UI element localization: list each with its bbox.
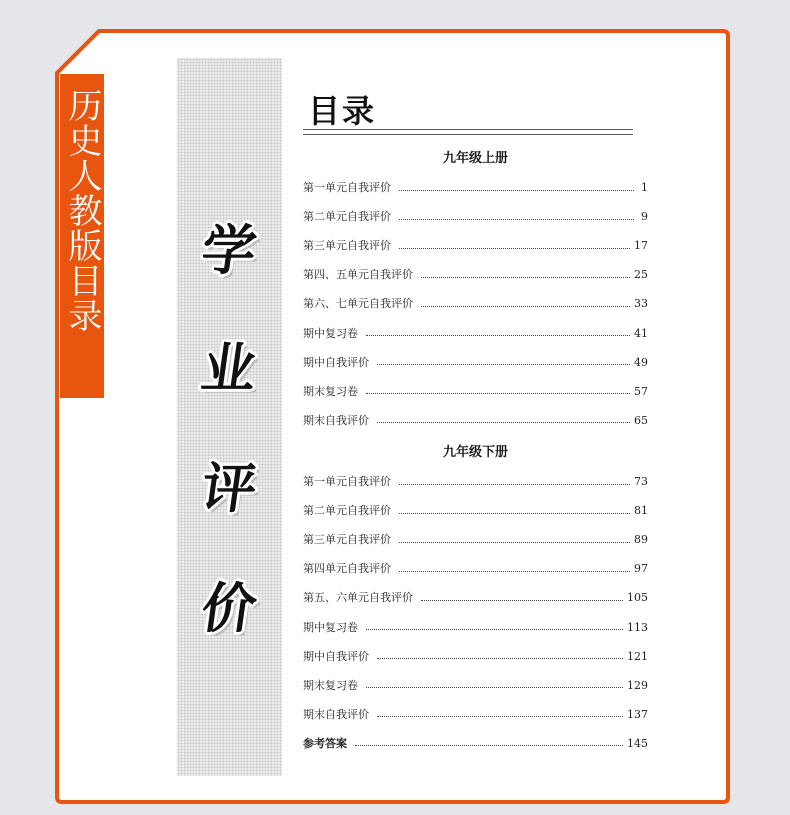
strip-char: 业 <box>197 336 261 400</box>
toc-leader-dots <box>399 534 630 543</box>
toc-entry-page: 81 <box>634 504 648 518</box>
strip-char: 学 <box>197 218 261 282</box>
toc-entry-page: 73 <box>634 475 648 488</box>
toc-entry-label: 第四单元自我评价 <box>303 562 391 576</box>
toc-entry-label: 第一单元自我评价 <box>303 181 391 194</box>
toc-entry[interactable] <box>303 266 648 282</box>
strip-char: 评 <box>197 456 261 520</box>
strip-char: 价 <box>197 576 261 640</box>
toc-entry-label: 期中复习卷 <box>303 326 358 340</box>
toc-leader-dots <box>399 505 630 514</box>
toc-entry-page: 129 <box>627 678 648 692</box>
toc-leader-dots <box>377 708 623 717</box>
toc-leader-dots <box>399 476 630 485</box>
toc-entry-label: 第六、七单元自我评价 <box>303 297 413 311</box>
toc-entry-page: 137 <box>627 707 648 721</box>
side-tab <box>60 74 104 398</box>
toc-entry[interactable] <box>303 412 648 428</box>
section-title: 九年级上册 <box>442 151 508 166</box>
toc-entry-page: 97 <box>634 562 648 576</box>
toc-entry-page: 25 <box>634 268 648 282</box>
toc-entry-label: 第二单元自我评价 <box>303 504 391 518</box>
page-title: 目录 <box>308 92 377 130</box>
toc-entry[interactable] <box>303 383 648 399</box>
title-divider <box>303 129 633 135</box>
toc-entry-page: 41 <box>634 326 648 340</box>
toc-leader-dots <box>399 182 634 191</box>
toc-entry-page: 57 <box>634 384 648 398</box>
toc-entry[interactable] <box>303 560 648 576</box>
section-title: 九年级下册 <box>442 445 508 460</box>
toc-entry[interactable] <box>303 502 648 518</box>
toc-entry-page: 89 <box>634 533 648 547</box>
toc-leader-dots <box>421 298 630 307</box>
toc-entry-label: 第一单元自我评价 <box>303 475 391 488</box>
toc-entry-label: 第四、五单元自我评价 <box>303 268 413 282</box>
toc-entry[interactable] <box>303 619 648 635</box>
toc-entry[interactable] <box>303 325 648 341</box>
toc-entry-label: 第三单元自我评价 <box>303 533 391 547</box>
toc-entry-label: 期中自我评价 <box>303 649 369 663</box>
toc-entry-page: 1 <box>641 181 648 194</box>
toc-entry[interactable] <box>303 648 648 664</box>
toc-entry-label: 期中复习卷 <box>303 620 358 634</box>
toc-leader-dots <box>399 211 634 220</box>
toc-entry-label: 期中自我评价 <box>303 355 369 369</box>
toc-leader-dots <box>377 650 623 659</box>
toc-entry-page: 17 <box>634 239 648 253</box>
toc-entry-page: 145 <box>627 736 648 750</box>
toc-entry-label: 期末自我评价 <box>303 413 369 427</box>
toc-entry[interactable] <box>303 237 648 253</box>
toc-entry-label: 第五、六单元自我评价 <box>303 591 413 605</box>
toc-entry[interactable] <box>303 473 648 489</box>
toc-leader-dots <box>377 414 630 423</box>
toc-entry-page: 49 <box>634 355 648 369</box>
toc-leader-dots <box>399 563 630 572</box>
side-tab-label: 历史人教版目录 <box>62 88 102 333</box>
toc-entry-label: 参考答案 <box>303 736 347 750</box>
toc-leader-dots <box>366 385 630 394</box>
toc-entry[interactable] <box>303 706 648 722</box>
toc-entry-label: 期末复习卷 <box>303 384 358 398</box>
toc-entry[interactable] <box>303 208 648 224</box>
toc-leader-dots <box>366 327 630 336</box>
toc-entry-label: 第三单元自我评价 <box>303 239 391 253</box>
toc-leader-dots <box>421 592 623 601</box>
toc-entry-page: 65 <box>634 413 648 427</box>
toc-entry-page: 121 <box>627 649 648 663</box>
toc-entry[interactable] <box>303 295 648 311</box>
toc-entry[interactable] <box>303 531 648 547</box>
toc-leader-dots <box>399 240 630 249</box>
toc-entry[interactable] <box>303 589 648 605</box>
toc-entry-page: 113 <box>627 620 648 634</box>
toc-entry[interactable] <box>303 354 648 370</box>
toc-leader-dots <box>366 679 623 688</box>
decorative-strip <box>177 58 282 776</box>
toc-leader-dots <box>366 621 623 630</box>
toc-entry-page: 33 <box>634 297 648 311</box>
toc-entry[interactable] <box>303 677 648 693</box>
toc-leader-dots <box>355 737 623 746</box>
toc-entry[interactable] <box>303 735 648 751</box>
toc-entry-label: 第二单元自我评价 <box>303 210 391 224</box>
toc-entry-label: 期末自我评价 <box>303 707 369 721</box>
toc-entry-label: 期末复习卷 <box>303 678 358 692</box>
toc-leader-dots <box>377 356 630 365</box>
toc-entry-page: 105 <box>627 591 648 605</box>
toc-entry[interactable] <box>303 179 648 195</box>
toc-leader-dots <box>421 269 630 278</box>
toc-entry-page: 9 <box>641 210 648 224</box>
